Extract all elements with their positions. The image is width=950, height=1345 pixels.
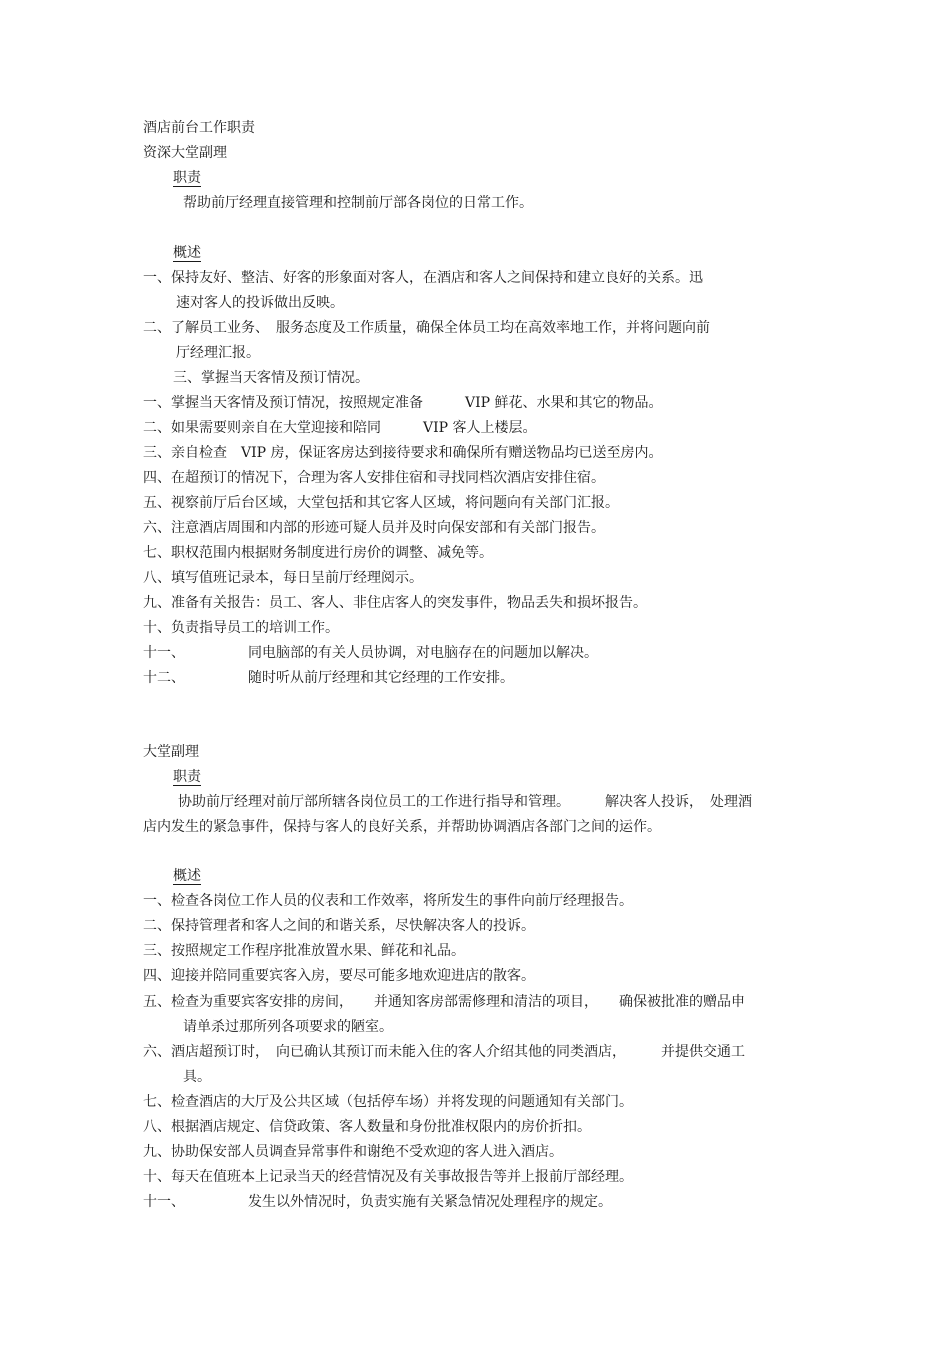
list-item: 十、每天在值班本上记录当天的经营情况及有关事故报告等并上报前厅部经理。 <box>143 1169 633 1185</box>
overview-item-continued: 速对客人的投诉做出反映。 <box>176 295 344 311</box>
list-item: 九、协助保安部人员调查异常事件和谢绝不受欢迎的客人进入酒店。 <box>143 1144 563 1160</box>
list-item: 八、填写值班记录本，每日呈前厅经理阅示。 <box>143 570 423 586</box>
section-heading: 大堂副理 <box>143 744 199 760</box>
list-item: 五、检查为重要宾客安排的房间， 并通知客房部需修理和清洁的项目， 确保被批准的赠品申 <box>143 994 745 1010</box>
list-item: 二、如果需要则亲自在大堂迎接和陪同 VIP 客人上楼层。 <box>143 420 537 436</box>
section-heading: 资深大堂副理 <box>143 145 227 161</box>
list-item: 七、职权范围内根据财务制度进行房价的调整、减免等。 <box>143 545 493 561</box>
list-item: 六、酒店超预订时， 向已确认其预订而未能入住的客人介绍其他的同类酒店， 并提供交通工 <box>143 1044 745 1060</box>
list-item: 三、按照规定工作程序批准放置水果、鲜花和礼品。 <box>143 943 465 959</box>
overview-item: 三、掌握当天客情及预订情况。 <box>173 370 369 386</box>
list-item: 五、视察前厅后台区域，大堂包括和其它客人区域，将问题向有关部门汇报。 <box>143 495 619 511</box>
doc-title: 酒店前台工作职责 <box>143 120 255 136</box>
duty-label: 职责 <box>173 170 201 186</box>
list-item: 十一、 同电脑部的有关人员协调，对电脑存在的问题加以解决。 <box>143 645 598 661</box>
overview-label: 概述 <box>173 868 201 884</box>
list-item: 十、负责指导员工的培训工作。 <box>143 620 339 636</box>
list-item: 二、保持管理者和客人之间的和谐关系，尽快解决客人的投诉。 <box>143 918 535 934</box>
duty-text: 帮助前厅经理直接管理和控制前厅部各岗位的日常工作。 <box>183 195 533 211</box>
overview-item-continued: 厅经理汇报。 <box>176 345 260 361</box>
list-item: 四、迎接并陪同重要宾客入房，要尽可能多地欢迎进店的散客。 <box>143 968 535 984</box>
list-item: 八、根据酒店规定、信贷政策、客人数量和身份批准权限内的房价折扣。 <box>143 1119 591 1135</box>
list-item-continued: 具。 <box>183 1069 211 1085</box>
list-item: 四、在超预订的情况下，合理为客人安排住宿和寻找同档次酒店安排住宿。 <box>143 470 605 486</box>
list-item: 六、注意酒店周围和内部的形迹可疑人员并及时向保安部和有关部门报告。 <box>143 520 605 536</box>
list-item-continued: 请单杀过那所列各项要求的陋室。 <box>183 1019 393 1035</box>
overview-label: 概述 <box>173 245 201 261</box>
duty-label: 职责 <box>173 769 201 785</box>
list-item: 十一、 发生以外情况时，负责实施有关紧急情况处理程序的规定。 <box>143 1194 612 1210</box>
overview-item: 一、保持友好、整洁、好客的形象面对客人，在酒店和客人之间保持和建立良好的关系。迅 <box>143 270 703 286</box>
overview-item: 二、了解员工业务、 服务态度及工作质量，确保全体员工均在高效率地工作，并将问题向前 <box>143 320 710 336</box>
list-item: 三、亲自检查 VIP 房，保证客房达到接待要求和确保所有赠送物品均已送至房内。 <box>143 445 663 461</box>
list-item: 一、检查各岗位工作人员的仪表和工作效率，将所发生的事件向前厅经理报告。 <box>143 893 633 909</box>
list-item: 七、检查酒店的大厅及公共区域（包括停车场）并将发现的问题通知有关部门。 <box>143 1094 633 1110</box>
duty-text-continued: 店内发生的紧急事件，保持与客人的良好关系，并帮助协调酒店各部门之间的运作。 <box>143 819 661 835</box>
list-item: 一、掌握当天客情及预订情况，按照规定准备 VIP 鲜花、水果和其它的物品。 <box>143 395 663 411</box>
list-item: 九、准备有关报告：员工、客人、非住店客人的突发事件，物品丢失和损坏报告。 <box>143 595 647 611</box>
list-item: 十二、 随时听从前厅经理和其它经理的工作安排。 <box>143 670 514 686</box>
duty-text: 协助前厅经理对前厅部所辖各岗位员工的工作进行指导和管理。 解决客人投诉， 处理酒 <box>178 794 752 810</box>
